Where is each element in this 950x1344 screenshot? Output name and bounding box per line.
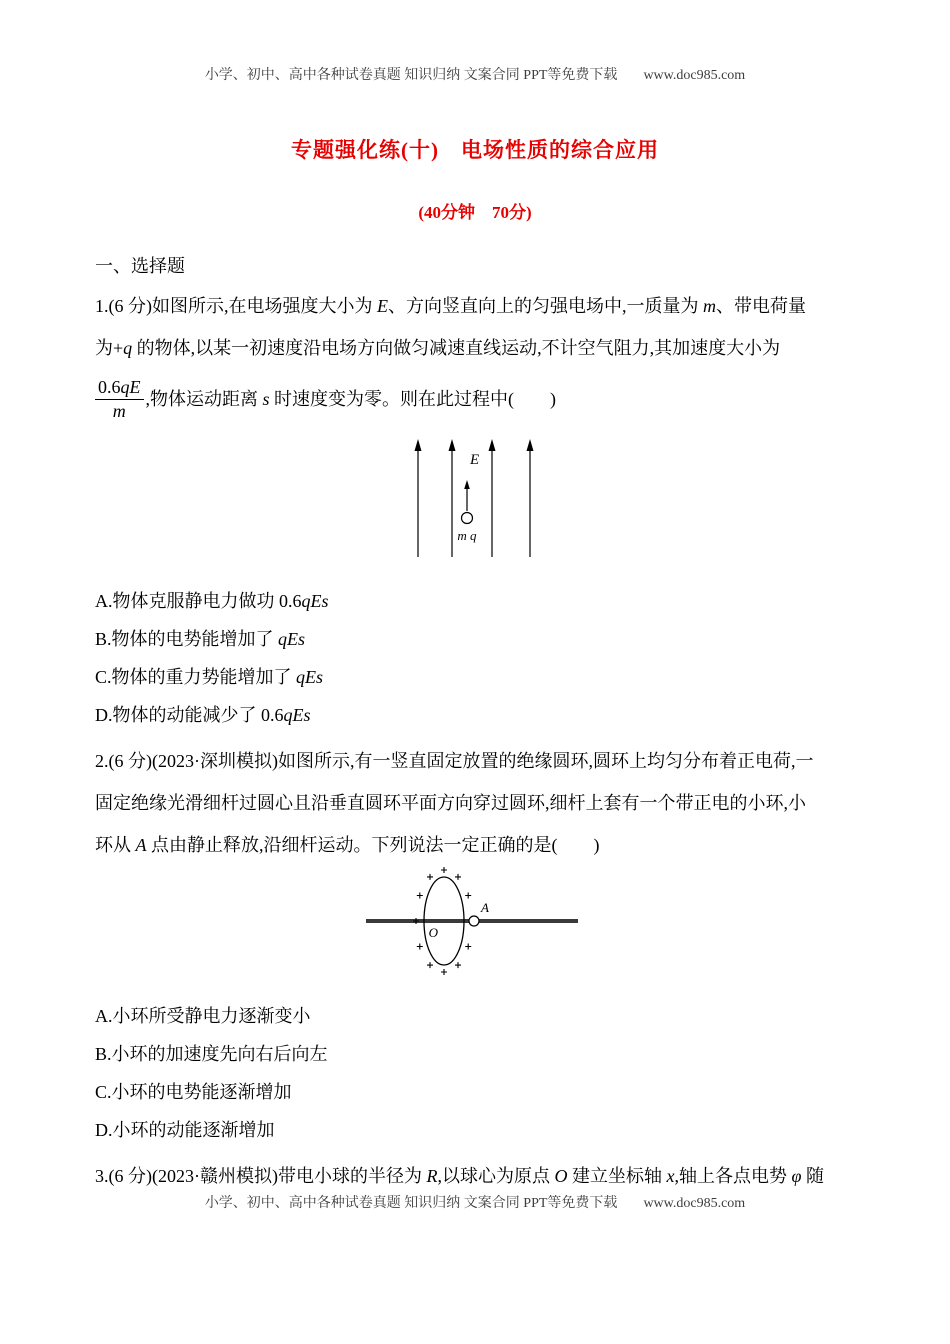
footer-watermark [0, 1192, 950, 1212]
question-3-line: 3.(6 分)(2023·赣州模拟)带电小球的半径为 R,以球心为原点 O 建立坐标轴 x,轴上各点电势 φ 随 [95, 1166, 824, 1186]
footer-url: www.doc985.com [643, 1196, 746, 1211]
charged-ring-diagram [360, 866, 590, 978]
section-heading-choice: 一、选择题 [95, 256, 185, 276]
figure-uniform-field [95, 437, 855, 564]
time-score-line: (40分钟 70分) [418, 203, 532, 222]
question-1-line: 为+q 的物体,以某一初速度沿电场方向做匀减速直线运动,不计空气阻力,其加速度大小为 [95, 338, 781, 358]
uniform-field-diagram [408, 437, 543, 559]
object-mass-charge-label: m q [456, 528, 477, 543]
q2-option-A: A.小环所受静电力逐渐变小 [95, 1006, 311, 1026]
q1-option-D: D.物体的动能减少了 0.6qEs [95, 705, 311, 725]
question-2-line: 2.(6 分)(2023·深圳模拟)如图所示,有一竖直固定放置的绝缘圆环,圆环上均匀分布着正电荷,一 [95, 751, 814, 771]
figure-charged-ring [95, 866, 855, 983]
small-bead-ring [469, 916, 479, 926]
q1-option-B: B.物体的电势能增加了 qEs [95, 629, 306, 649]
center-O-label: O [428, 925, 438, 940]
header-text: 小学、初中、高中各种试卷真题 知识归纳 文案合同 PPT等免费下载 [204, 68, 618, 83]
q2-option-B: B.小环的加速度先向右后向左 [95, 1044, 328, 1064]
fraction-numerator-coefficient: 0.6 [98, 377, 121, 397]
question-1 [95, 285, 855, 429]
q2-option-C: C.小环的电势能逐渐增加 [95, 1082, 292, 1102]
q2-option-D: D.小环的动能逐渐增加 [95, 1120, 275, 1140]
velocity-arrowhead [464, 480, 470, 489]
question-2 [95, 740, 855, 866]
question-2-line: 环从 A 点由静止释放,沿细杆运动。下列说法一定正确的是( ) [95, 835, 600, 855]
header-watermark [95, 64, 855, 84]
footer-text: 小学、初中、高中各种试卷真题 知识归纳 文案合同 PPT等免费下载 [204, 1196, 618, 1211]
header-url: www.doc985.com [643, 68, 746, 83]
question-3 [95, 1155, 855, 1197]
fraction-denominator: m [112, 401, 126, 421]
question-2-options [95, 997, 855, 1149]
field-strength-label: E [469, 452, 479, 468]
fraction-numerator [95, 376, 144, 400]
question-1-line-after-fraction: ,物体运动距离 s 时速度变为零。则在此过程中( ) [145, 389, 557, 409]
q1-option-A: A.物体克服静电力做功 0.6qEs [95, 591, 329, 611]
q1-option-C: C.物体的重力势能增加了 qEs [95, 667, 324, 687]
question-1-options [95, 582, 855, 734]
fraction-06qE-over-m [95, 376, 144, 422]
fraction-numerator-variables: qE [120, 377, 141, 397]
question-1-line [95, 369, 855, 429]
charged-object [461, 513, 472, 524]
question-1-line: 1.(6 分)如图所示,在电场强度大小为 E、方向竖直向上的匀强电场中,一质量为 m、带电荷量 [95, 296, 806, 316]
question-2-line: 固定绝缘光滑细杆过圆心且沿垂直圆环平面方向穿过圆环,细杆上套有一个带正电的小环,小 [95, 793, 806, 813]
point-A-label: A [481, 900, 489, 915]
page-title: 专题强化练(十) 电场性质的综合应用 [291, 138, 659, 162]
field-line-arrowheads [414, 439, 533, 451]
